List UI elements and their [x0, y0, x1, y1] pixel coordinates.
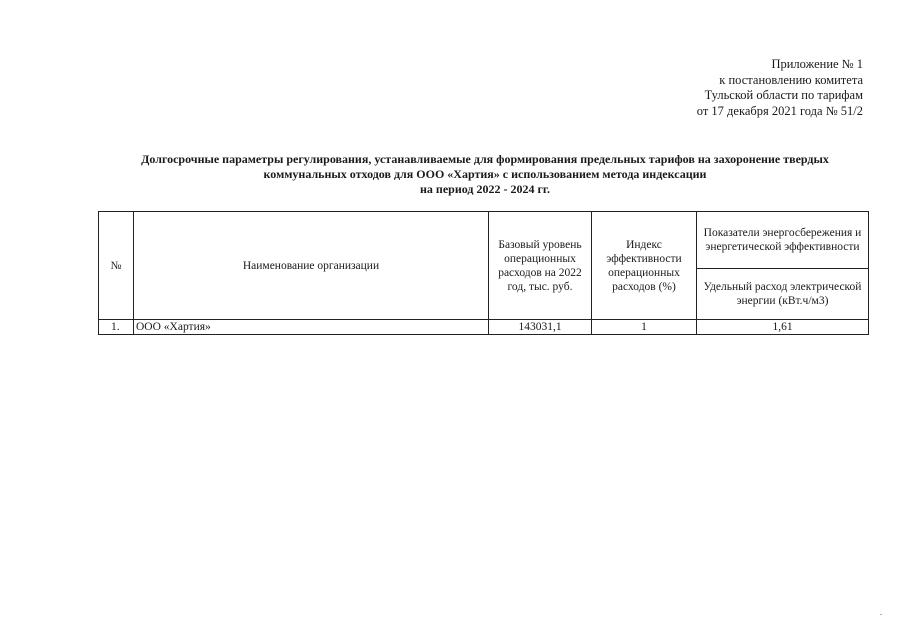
title-line-3: на период 2022 - 2024 гг.: [419, 182, 550, 196]
title-line-2: коммунальных отходов для ООО «Хартия» с использованием метода индексации: [263, 167, 707, 181]
appendix-line-2: к постановлению комитета: [719, 72, 863, 87]
document-title: [90, 152, 880, 197]
header-efficiency-index: Индекс эффективности операционных расходов (%): [592, 212, 697, 320]
appendix-line-4: от 17 декабря 2021 года № 51/2: [696, 103, 863, 118]
cell-base-level: 143031,1: [489, 320, 592, 335]
cell-num: 1.: [99, 320, 134, 335]
cell-organization-name: ООО «Хартия»: [134, 320, 489, 335]
header-base-level: Базовый уровень операционных расходов на 2022 год, тыс. руб.: [489, 212, 592, 320]
appendix-block: [697, 57, 863, 119]
header-energy-group: Показатели энергосбережения и энергетической эффективности: [697, 212, 869, 269]
appendix-line-3: Тульской области по тарифам: [704, 88, 863, 102]
cell-efficiency-index: 1: [592, 320, 697, 335]
table-header-row: [99, 212, 869, 269]
header-energy-specific: Удельный расход электрической энергии (кВт.ч/м3): [697, 269, 869, 320]
header-num: №: [99, 212, 134, 320]
scan-speck: [880, 614, 882, 615]
header-organization-name: Наименование организации: [134, 212, 489, 320]
title-line-1: Долгосрочные параметры регулирования, устанавливаемые для формирования предельных тарифов на захоронение твердых: [141, 152, 829, 166]
cell-energy-specific: 1,61: [697, 320, 869, 335]
parameters-table: [98, 211, 869, 335]
appendix-line-1: Приложение № 1: [771, 57, 863, 71]
table-row: [99, 320, 869, 335]
